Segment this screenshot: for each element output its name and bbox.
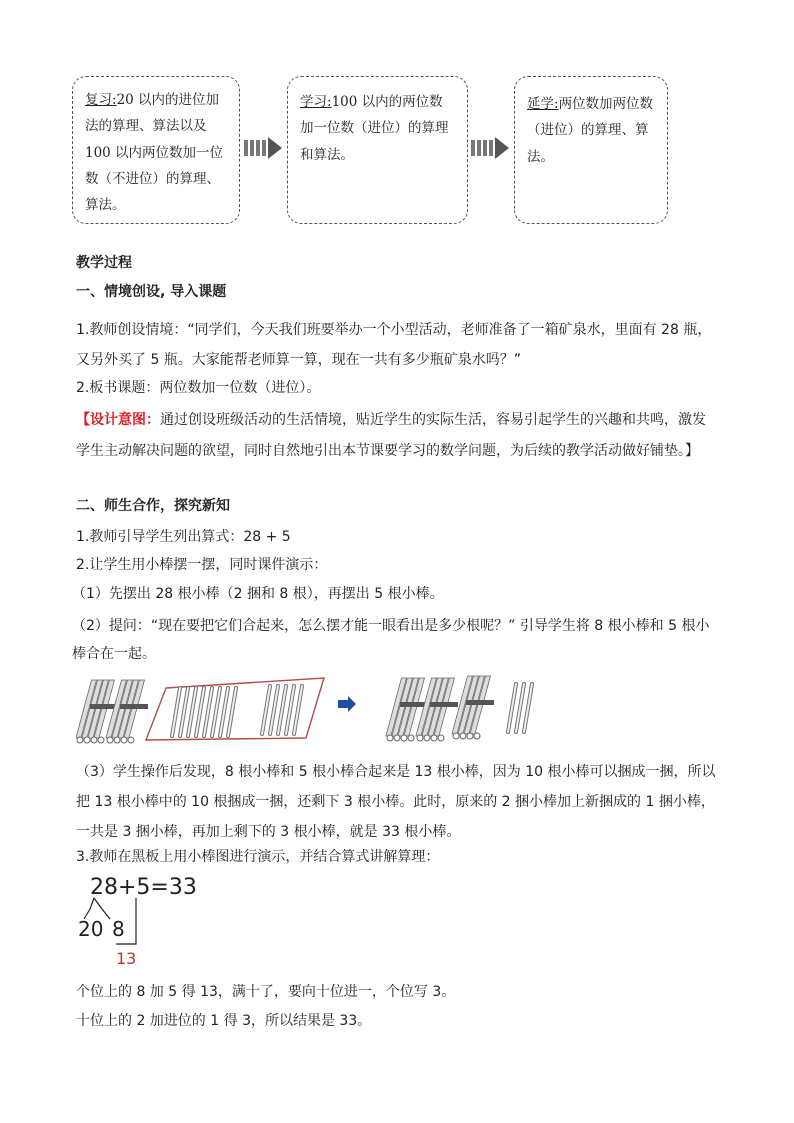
learn-text: 100 以内的两位数加一位数（进位）的算理和算法。 xyxy=(300,94,449,163)
paragraph-5: （1）先摆出 28 根小棒（2 捆和 8 根），再摆出 5 根小棒。 xyxy=(72,586,444,602)
design-label: 【设计意图： xyxy=(76,412,160,428)
right-arrow-icon xyxy=(338,696,356,712)
paragraph-10: 十位上的 2 加进位的 1 得 3，所以结果是 33。 xyxy=(76,1013,372,1029)
review-box xyxy=(72,76,240,224)
paragraph-6: （2）提问：“现在要把它们合起来，怎么摆才能一眼看出是多少根呢？” 引导学生将 8 根小棒和 5 根小棒合在一起。 xyxy=(72,618,710,662)
paragraph-2: 2.板书课题：两位数加一位数（进位）。 xyxy=(76,380,321,396)
learn-box xyxy=(287,76,468,224)
section-heading: 教学过程 xyxy=(76,255,132,271)
extend-text: 两位数加两位数（进位）的算理、算法。 xyxy=(527,96,654,165)
paragraph-9: 个位上的 8 加 5 得 13，满十了，要向十位进一，个位写 3。 xyxy=(76,984,456,1000)
sum-text: 13 xyxy=(116,949,137,968)
tens-digit: 20 xyxy=(78,917,104,941)
ones-digit: 8 xyxy=(112,917,125,941)
learn-label: 学习: xyxy=(300,94,332,110)
extend-box xyxy=(514,76,668,224)
part1-title: 一、情境创设, 导入课题 xyxy=(76,284,227,300)
flow-arrow-icon xyxy=(471,137,511,159)
remaining-sticks xyxy=(508,684,532,732)
paragraph-4: 2.让学生用小棒摆一摆，同时课件演示： xyxy=(76,557,328,573)
bundle-icon xyxy=(452,676,494,739)
extend-label: 延学: xyxy=(527,96,559,112)
paragraph-8: 3.教师在黑板上用小棒图进行演示，并结合算式讲解算理： xyxy=(76,849,440,865)
design-intent xyxy=(76,405,718,467)
loose-sticks xyxy=(172,686,302,736)
sticks-illustration xyxy=(76,674,536,744)
flow-arrow-icon xyxy=(244,137,284,159)
part2-title: 二、师生合作，探究新知 xyxy=(76,498,230,514)
paragraph-7: （3）学生操作后发现，8 根小棒和 5 根小棒合起来是 13 根小棒，因为 10 根小棒可以捆成一捆，所以把 13 根小棒中的 10 根捆成一捆，还剩下 3 根小棒。此时，原来的 2 捆小棒加上新捆成的 1 捆小棒，一共是 3 捆小棒，再加上剩下的 3 根小棒，就是 33 根小棒。 xyxy=(76,764,716,840)
review-label: 复习: xyxy=(85,92,117,108)
paragraph-1: 1.教师创设情境：“同学们，今天我们班要举办一个小型活动，老师准备了一箱矿泉水，里面有 28 瓶，又另外买了 5 瓶。大家能帮老师算一算，现在一共有多少瓶矿泉水吗？” xyxy=(76,322,712,368)
paragraph-3: 1.教师引导学生列出算式：28 + 5 xyxy=(76,529,291,545)
equation-text: 28+5=33 xyxy=(90,875,197,900)
calculation-diagram xyxy=(76,872,206,968)
review-text: 20 以内的进位加法的算理、算法以及 100 以内两位数加一位数（不进位）的算理、算法。 xyxy=(85,92,224,214)
design-text: 通过创设班级活动的生活情境，贴近学生的实际生活，容易引起学生的兴趣和共鸣，激发学生主动解决问题的欲望，同时自然地引出本节课要学习的数学问题，为后续的教学活动做好铺垫。】 xyxy=(76,412,706,459)
